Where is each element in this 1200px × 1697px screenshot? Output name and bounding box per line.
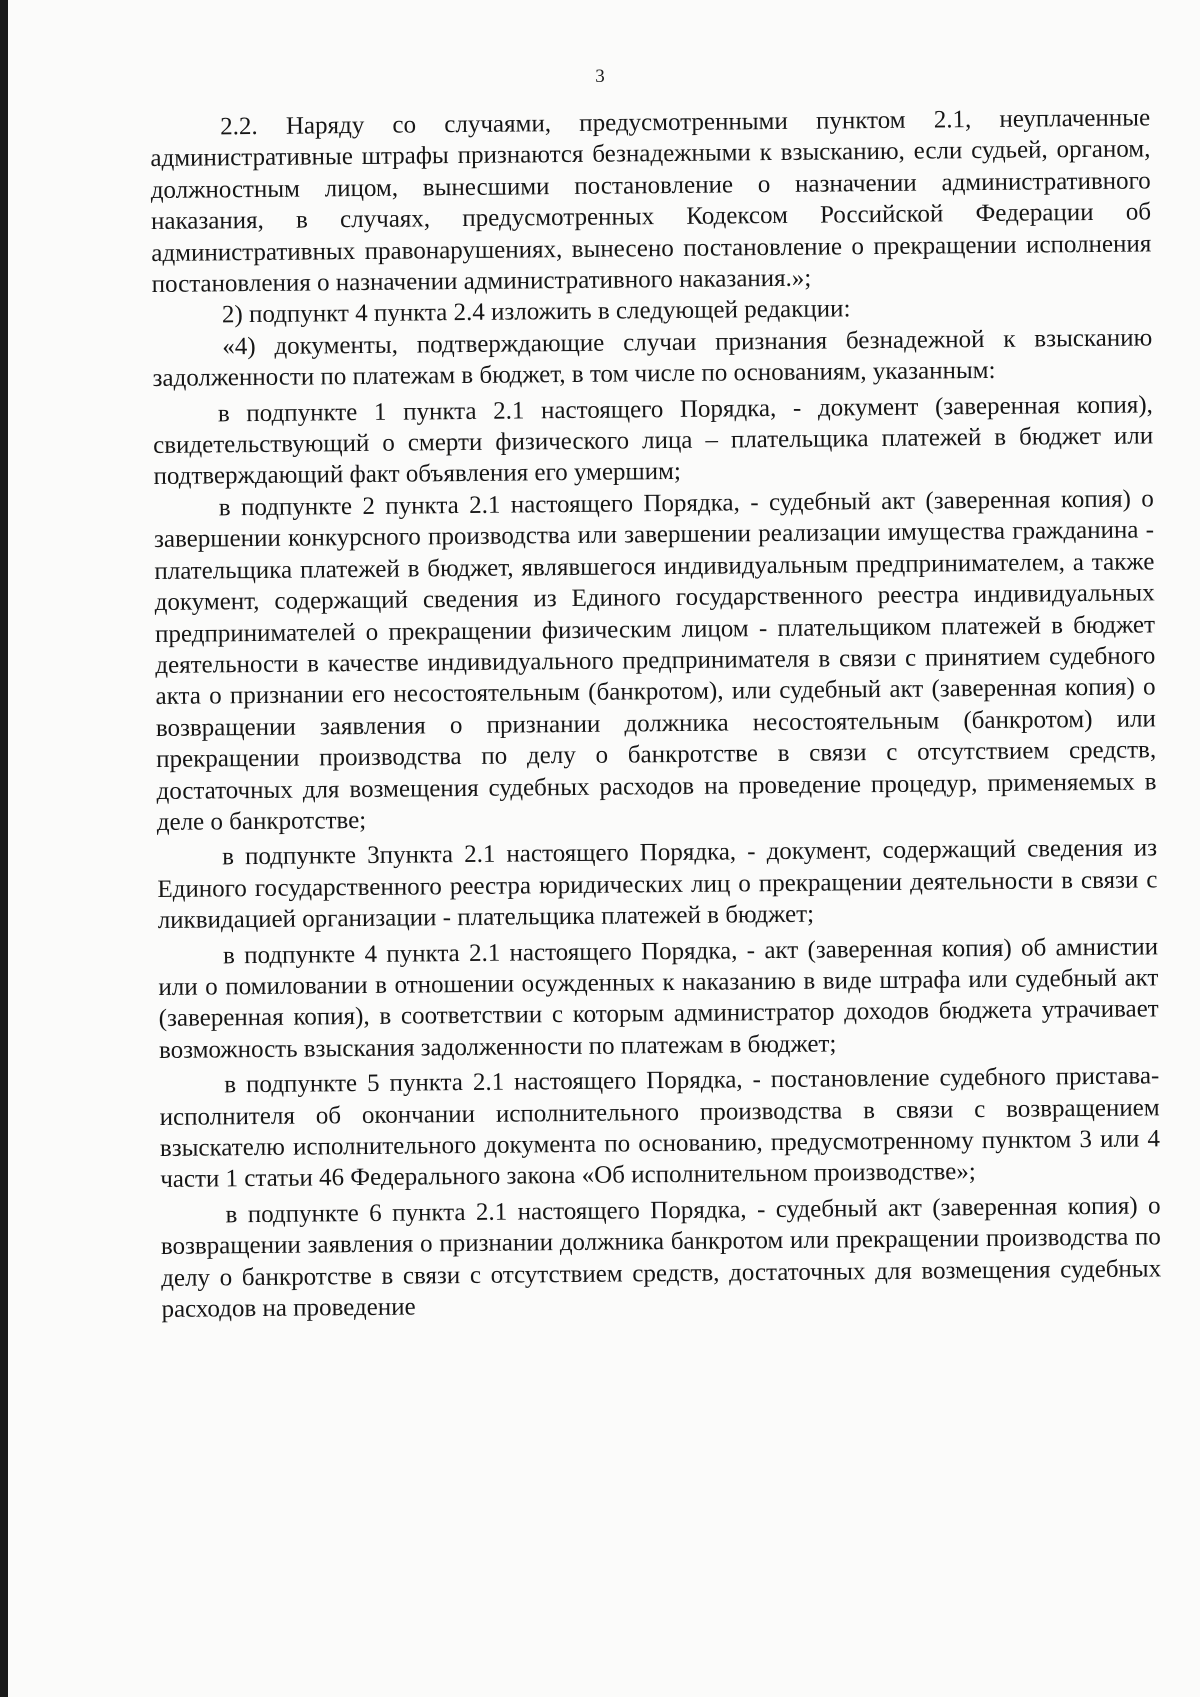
paragraph-subpoint-3: в подпункте 3пункта 2.1 настоящего Порядка, - документ, содержащий сведения из Единого государственного реестра юридических лиц о прекращении деятельности в связи с ликвидацией организации - плательщика платежей в бюджет; — [157, 834, 1158, 935]
page-number: 3 — [595, 66, 605, 87]
paragraph-subitem-2: 2) подпункт 4 пункта 2.4 изложить в следующей редакции: — [221, 295, 851, 329]
scan-edge — [0, 0, 8, 1697]
paragraph-subpoint-1: в подпункте 1 пункта 2.1 настоящего Порядка, - документ (заверенная копия), свидетельствующий о смерти физического лица – плательщика платежей в бюджет или подтверждающий факт объявления его умершим; — [153, 391, 1154, 491]
paragraph-subpoint-6: в подпункте 6 пункта 2.1 настоящего Порядка, - судебный акт (заверенная копия) о возвращении заявления о признании должника банкротом или прекращении производства по делу о банкротстве в связи с отсутствием средств, достаточных для возмещения судебных расходов на проведение — [160, 1192, 1162, 1323]
paragraph-2-2: 2.2. Наряду со случаями, предусмотренными пунктом 2.1, неуплаченные административные штрафы признаются безнадежными к взысканию, если судьей, органом, должностным лицом, вынесшими постановление о назначении административного наказания, в случаях, предусмотренных Кодексом Российской Федерации об административных правонарушениях, вынесено постановление о прекращении исполнения постановления о назначении административного наказания.»; — [150, 104, 1152, 299]
document-body — [150, 102, 1162, 1325]
paragraph-item-4: «4) документы, подтверждающие случаи признания безнадежной к взысканию задолженности по платежам в бюджет, в том числе по основаниям, указанным: — [152, 324, 1153, 393]
paragraph-subpoint-5: в подпункте 5 пункта 2.1 настоящего Порядка, - постановление судебного пристава-исполнителя об окончании исполнительного производства в связи с возвращением взыскателю исполнительного документа по основанию, предусмотренному пунктом 3 или 4 части 1 статьи 46 Федерального закона «Об исполнительном производстве»; — [159, 1062, 1161, 1194]
paragraph-subpoint-2: в подпункте 2 пункта 2.1 настоящего Порядка, - судебный акт (заверенная копия) о завершении конкурсного производства или завершении реализации имущества гражданина - плательщика платежей в бюджет, являвшегося индивидуальным предпринимателем, а также документ, содержащий сведения из Единого государственного реестра индивидуальных предпринимателей о прекращении физическим лицом - плательщиком платежей в бюджет деятельности в качестве индивидуального предпринимателя в связи с принятием судебного акта о признании его несостоятельным (банкротом), или судебный акт (заверенная копия) о возвращении заявления о признании должника несостоятельным (банкротом) или прекращении производства по делу о банкротстве в связи с отсутствием средств, достаточных для возмещения судебных расходов на проведение процедур, применяемых в деле о банкротстве; — [153, 485, 1157, 836]
paragraph-subpoint-4: в подпункте 4 пункта 2.1 настоящего Порядка, - акт (заверенная копия) об амнистии или о помиловании в отношении осужденных к наказанию в виде штрафа или судебный акт (заверенная копия), в соответствии с которым администратор доходов бюджета утрачивает возможность взыскания задолженности по платежам в бюджет; — [158, 932, 1159, 1064]
